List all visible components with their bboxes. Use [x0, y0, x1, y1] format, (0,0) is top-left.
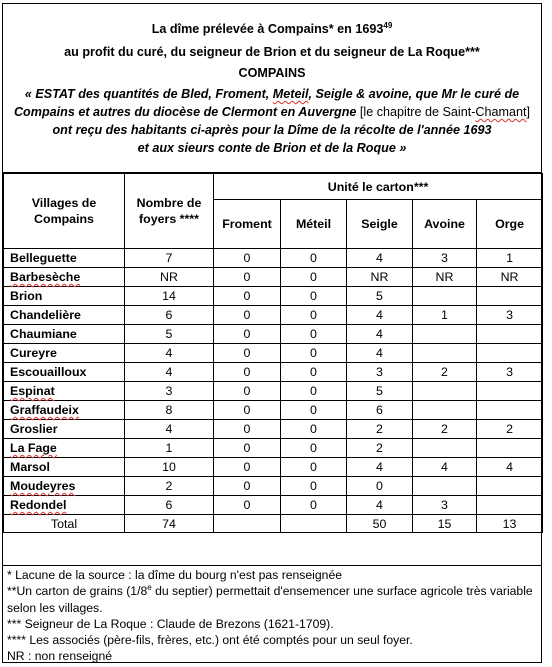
footnote-sup: e: [147, 583, 152, 593]
cell-froment: 0: [214, 287, 281, 306]
village-name: La Fage: [10, 441, 57, 455]
title-text: La dîme prélevée à Compains* en 1693: [151, 22, 384, 36]
quote-text: Compains et autres du diocèse de Clermont en Auvergne: [13, 105, 360, 119]
village-name-cell: [4, 344, 125, 363]
cell-seigle: NR: [347, 268, 413, 287]
cell-avoine: [413, 382, 477, 401]
cell-froment: 0: [214, 325, 281, 344]
table-header-row: [4, 174, 543, 200]
table-row: [4, 287, 543, 306]
cell-froment: 0: [214, 344, 281, 363]
village-name: Moudeyres: [10, 479, 76, 493]
village-name-cell: [4, 325, 125, 344]
cell-foyers: 4: [125, 363, 214, 382]
village-name-cell: [4, 401, 125, 420]
tithe-table: [3, 173, 543, 533]
cell-foyers: 4: [125, 420, 214, 439]
quote-text: « ESTAT des quantités de Bled, Froment,: [24, 87, 273, 101]
cell-orge: [477, 496, 543, 515]
footnote-4: **** Les associés (père-fils, frères, etc.) ont été comptés pour un seul foyer.: [7, 633, 413, 648]
cell-orge: 1: [477, 249, 543, 268]
cell-froment: 0: [214, 496, 281, 515]
cell-seigle: 4: [347, 458, 413, 477]
cell-seigle: 2: [347, 420, 413, 439]
village-name: Escouailloux: [10, 365, 87, 379]
footnote-3: *** Seigneur de La Roque : Claude de Brezons (1621-1709).: [7, 616, 334, 631]
cell-froment: 0: [214, 477, 281, 496]
village-name: Groslier: [10, 422, 58, 436]
cell-avoine: [413, 439, 477, 458]
total-froment: [214, 515, 281, 533]
village-name: Belleguette: [10, 251, 77, 265]
cell-avoine: NR: [413, 268, 477, 287]
cell-avoine: [413, 401, 477, 420]
quote-word: Meteil: [272, 87, 309, 101]
table-row: [4, 420, 543, 439]
cell-meteil: 0: [281, 496, 347, 515]
cell-meteil: 0: [281, 268, 347, 287]
cell-orge: 2: [477, 420, 543, 439]
village-name-cell: [4, 496, 125, 515]
cell-froment: 0: [214, 306, 281, 325]
cell-orge: [477, 382, 543, 401]
col-header-seigle: Seigle: [347, 200, 413, 249]
cell-meteil: 0: [281, 363, 347, 382]
cell-orge: [477, 477, 543, 496]
village-name: Chaumiane: [10, 327, 77, 341]
cell-seigle: 5: [347, 287, 413, 306]
cell-foyers: 10: [125, 458, 214, 477]
table-row: [4, 249, 543, 268]
cell-meteil: 0: [281, 477, 347, 496]
quote-line-1: [3, 86, 541, 102]
cell-meteil: 0: [281, 439, 347, 458]
quote-line-2: [3, 104, 541, 120]
total-row: [4, 515, 543, 533]
table-row: [4, 439, 543, 458]
total-avoine: 15: [413, 515, 477, 533]
cell-orge: 4: [477, 458, 543, 477]
village-name-cell: [4, 268, 125, 287]
cell-meteil: 0: [281, 458, 347, 477]
cell-avoine: 4: [413, 458, 477, 477]
quote-aside: [le chapitre de Saint-: [359, 105, 476, 119]
cell-meteil: 0: [281, 344, 347, 363]
cell-orge: 3: [477, 363, 543, 382]
cell-avoine: [413, 287, 477, 306]
quote-aside: ]: [526, 105, 531, 119]
village-name-cell: [4, 249, 125, 268]
cell-seigle: 4: [347, 325, 413, 344]
cell-foyers: 6: [125, 496, 214, 515]
document-title: [3, 21, 541, 37]
document-header: [3, 4, 541, 173]
cell-froment: 0: [214, 458, 281, 477]
cell-meteil: 0: [281, 287, 347, 306]
table-row: [4, 401, 543, 420]
cell-seigle: 4: [347, 344, 413, 363]
village-name: Barbesèche: [10, 270, 81, 284]
cell-seigle: 4: [347, 496, 413, 515]
village-name-cell: [4, 363, 125, 382]
cell-foyers: 5: [125, 325, 214, 344]
col-header-meteil: Méteil: [281, 200, 347, 249]
cell-foyers: 8: [125, 401, 214, 420]
cell-froment: 0: [214, 363, 281, 382]
cell-avoine: 1: [413, 306, 477, 325]
cell-froment: 0: [214, 401, 281, 420]
footnote-1: * Lacune de la source : la dîme du bourg n'est pas renseignée: [7, 568, 342, 582]
cell-foyers: 14: [125, 287, 214, 306]
footnote-2: [3, 583, 541, 616]
village-name-cell: [4, 287, 125, 306]
village-name: Cureyre: [10, 346, 57, 360]
footnotes: [3, 565, 541, 665]
village-name-cell: [4, 439, 125, 458]
cell-orge: [477, 439, 543, 458]
cell-avoine: 2: [413, 363, 477, 382]
cell-seigle: 2: [347, 439, 413, 458]
total-label: Total: [4, 515, 125, 533]
cell-foyers: 3: [125, 382, 214, 401]
cell-foyers: 4: [125, 344, 214, 363]
cell-orge: [477, 344, 543, 363]
village-name: Redondel: [10, 498, 67, 512]
quote-line-3: ont reçu des habitants ci-après pour la Dîme de la récolte de l'année 1693: [52, 123, 492, 137]
village-name: Marsol: [10, 460, 50, 474]
cell-meteil: 0: [281, 382, 347, 401]
document-frame: [2, 3, 542, 663]
cell-seigle: 6: [347, 401, 413, 420]
place-name: COMPAINS: [238, 66, 306, 80]
cell-foyers: 2: [125, 477, 214, 496]
total-seigle: 50: [347, 515, 413, 533]
cell-avoine: 2: [413, 420, 477, 439]
footnote-text: du septier) permettait d'ensemencer une surface agricole très variable selon les villages.: [7, 584, 533, 615]
village-name-cell: [4, 458, 125, 477]
cell-meteil: 0: [281, 249, 347, 268]
cell-seigle: 5: [347, 382, 413, 401]
cell-seigle: 4: [347, 249, 413, 268]
col-group-header: Unité le carton***: [214, 174, 543, 200]
cell-avoine: [413, 477, 477, 496]
cell-orge: 3: [477, 306, 543, 325]
village-name: Chandelière: [10, 308, 81, 322]
cell-orge: [477, 325, 543, 344]
cell-seigle: 0: [347, 477, 413, 496]
document-subtitle: au profit du curé, du seigneur de Brion et du seigneur de La Roque***: [64, 45, 480, 59]
table-row: [4, 382, 543, 401]
cell-orge: NR: [477, 268, 543, 287]
table-row: [4, 496, 543, 515]
cell-foyers: 6: [125, 306, 214, 325]
cell-meteil: 0: [281, 420, 347, 439]
cell-seigle: 3: [347, 363, 413, 382]
cell-froment: 0: [214, 420, 281, 439]
village-name-cell: [4, 382, 125, 401]
cell-foyers: NR: [125, 268, 214, 287]
cell-orge: [477, 287, 543, 306]
cell-avoine: 3: [413, 249, 477, 268]
col-header-foyers: Nombre de foyers ****: [125, 174, 214, 249]
table-row: [4, 344, 543, 363]
cell-froment: 0: [214, 382, 281, 401]
cell-froment: 0: [214, 268, 281, 287]
col-header-villages: Villages de Compains: [4, 174, 125, 249]
table-row: [4, 458, 543, 477]
cell-meteil: 0: [281, 325, 347, 344]
table-row: [4, 325, 543, 344]
village-name: Graffaudeix: [10, 403, 79, 417]
cell-froment: 0: [214, 249, 281, 268]
village-name-cell: [4, 306, 125, 325]
cell-orge: [477, 401, 543, 420]
quote-aside-word: Chamant: [475, 105, 527, 119]
col-header-orge: Orge: [477, 200, 543, 249]
total-orge: 13: [477, 515, 543, 533]
total-foyers: 74: [125, 515, 214, 533]
village-name: Espinat: [10, 384, 55, 398]
footnote-ref: 49: [383, 20, 393, 30]
table-row: [4, 477, 543, 496]
footnote-text: **Un carton de grains (1/8: [7, 584, 148, 599]
cell-avoine: 3: [413, 496, 477, 515]
cell-meteil: 0: [281, 306, 347, 325]
table-row: [4, 268, 543, 287]
village-name-cell: [4, 477, 125, 496]
cell-seigle: 4: [347, 306, 413, 325]
village-name-cell: [4, 420, 125, 439]
quote-line-4: et aux sieurs conte de Brion et de la Roque »: [137, 141, 407, 155]
cell-froment: 0: [214, 439, 281, 458]
table-row: [4, 306, 543, 325]
quote-text: , Seigle & avoine, que Mr le curé de: [308, 87, 520, 101]
cell-foyers: 1: [125, 439, 214, 458]
total-meteil: [281, 515, 347, 533]
cell-avoine: [413, 344, 477, 363]
village-name: Brion: [10, 289, 43, 303]
cell-meteil: 0: [281, 401, 347, 420]
cell-avoine: [413, 325, 477, 344]
footnote-5: NR : non renseigné: [7, 649, 113, 664]
table-row: [4, 363, 543, 382]
col-header-froment: Froment: [214, 200, 281, 249]
cell-foyers: 7: [125, 249, 214, 268]
col-header-avoine: Avoine: [413, 200, 477, 249]
